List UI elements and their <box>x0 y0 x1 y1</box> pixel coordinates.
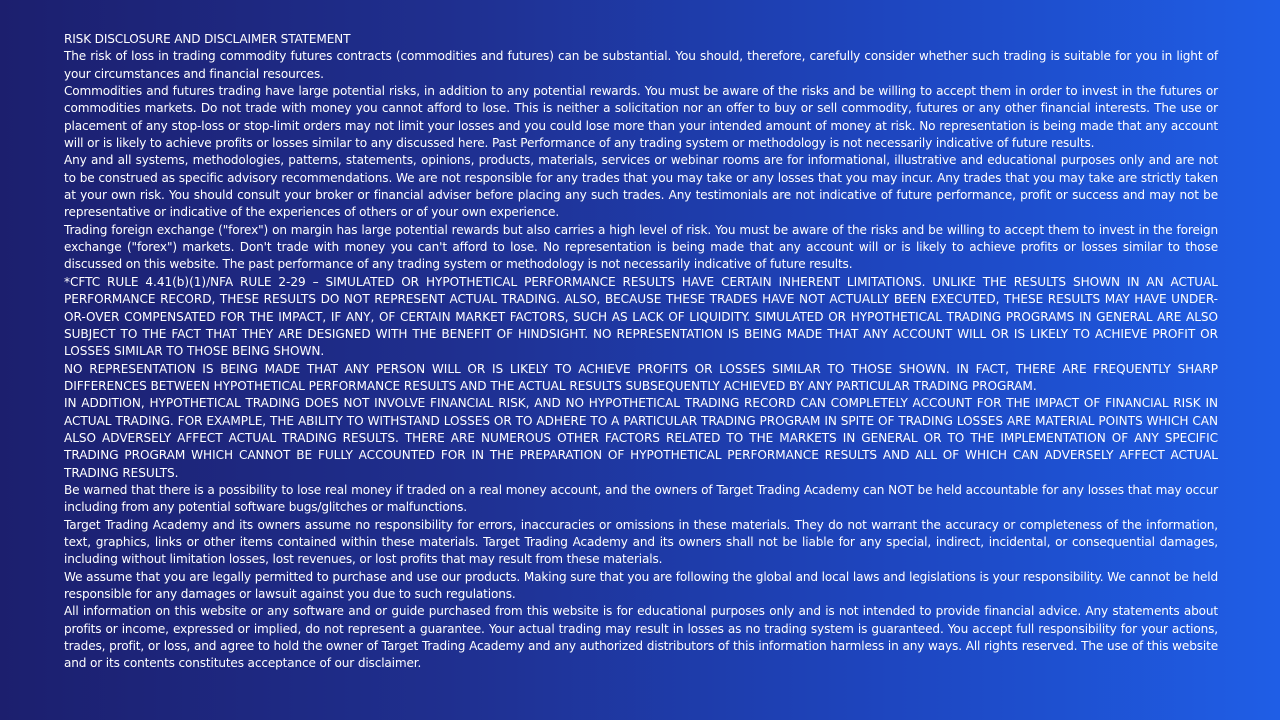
paragraph-real-money-warning: Be warned that there is a possibility to lose real money if traded on a real money account, and the owners of Target Trading Academy can NOT be held accountable for any losses that may occur including from any potential software bugs/glitches or malfunctions. <box>64 482 1218 515</box>
disclaimer-text-block <box>64 31 1218 673</box>
paragraph-not-financial-advice: All information on this website or any software and or guide purchased from this website is for educational purposes only and is not intended to provide financial advice. Any statements about profits or income, expressed or implied, do not represent a guarantee. Your actual trading may result in losses as no trading system is guaranteed. You accept full responsibility for your actions, trades, profit, or loss, and agree to hold the owner of Target Trading Academy and any authorized distributors of this information harmless in any ways. All rights reserved. The use of this website and or its contents constitutes acceptance of our disclaimer. <box>64 604 1218 671</box>
paragraph-educational-purposes: Any and all systems, methodologies, patterns, statements, opinions, products, materials, services or webinar rooms are for informational, illustrative and educational purposes only and are not to be construed as specific advisory recommendations. We are not responsible for any trades that you may take or any losses that you may incur. Any trades that you may take are strictly taken at your own risk. You should consult your broker or financial adviser before placing any such trades. Any testimonials are not indicative of future performance, profit or success and may not be representative or indicative of the experiences of others or of your own experience. <box>64 153 1218 220</box>
disclaimer-title: RISK DISCLOSURE AND DISCLAIMER STATEMENT <box>64 32 351 46</box>
paragraph-no-responsibility: Target Trading Academy and its owners assume no responsibility for errors, inaccuracies or omissions in these materials. They do not warrant the accuracy or completeness of the information, text, graphics, links or other items contained within these materials. Target Trading Academy and its owners shall not be liable for any special, indirect, incidental, or consequential damages, including without limitation losses, lost revenues, or lost profits that may result from these materials. <box>64 517 1218 567</box>
paragraph-forex-risk: Trading foreign exchange ("forex") on margin has large potential rewards but also carries a high level of risk. You must be aware of the risks and be willing to accept them to invest in the foreign exchange ("forex") markets. Don't trade with money you can't afford to lose. No representation is being made that any account will or is likely to achieve profits or losses similar to those discussed on this website. The past performance of any trading system or methodology is not necessarily indicative of future results. <box>64 222 1218 272</box>
paragraph-legal-permission: We assume that you are legally permitted to purchase and use our products. Making sure that you are following the global and local laws and legislations is your responsibility. We cannot be held responsible for any damages or lawsuit against you due to such regulations. <box>64 569 1218 601</box>
paragraph-cftc-rule: *CFTC RULE 4.41(b)(1)/NFA RULE 2-29 – SIMULATED OR HYPOTHETICAL PERFORMANCE RESULTS HAVE CERTAIN INHERENT LIMITATIONS. UNLIKE THE RESULTS SHOWN IN AN ACTUAL PERFORMANCE RECORD, THESE RESULTS DO NOT REPRESENT ACTUAL TRADING. ALSO, BECAUSE THESE TRADES HAVE NOT ACTUALLY BEEN EXECUTED, THESE RESULTS MAY HAVE UNDER-OR-OVER COMPENSATED FOR THE IMPACT, IF ANY, OF CERTAIN MARKET FACTORS, SUCH AS LACK OF LIQUIDITY. SIMULATED OR HYPOTHETICAL TRADING PROGRAMS IN GENERAL ARE ALSO SUBJECT TO THE FACT THAT THEY ARE DESIGNED WITH THE BENEFIT OF HINDSIGHT. NO REPRESENTATION IS BEING MADE THAT ANY ACCOUNT WILL OR IS LIKELY TO ACHIEVE PROFIT OR LOSSES SIMILAR TO THOSE BEING SHOWN. <box>64 274 1218 359</box>
paragraph-no-representation: NO REPRESENTATION IS BEING MADE THAT ANY PERSON WILL OR IS LIKELY TO ACHIEVE PROFITS OR LOSSES SIMILAR TO THOSE SHOWN. IN FACT, THERE ARE FREQUENTLY SHARP DIFFERENCES BETWEEN HYPOTHETICAL PERFORMANCE RESULTS AND THE ACTUAL RESULTS SUBSEQUENTLY ACHIEVED BY ANY PARTICULAR TRADING PROGRAM. <box>64 361 1218 393</box>
paragraph-commodity-risk: The risk of loss in trading commodity futures contracts (commodities and futures) can be substantial. You should, therefore, carefully consider whether such trading is suitable for you in light of your circumstances and financial resources. <box>64 49 1218 81</box>
paragraph-futures-risk: Commodities and futures trading have large potential risks, in addition to any potential rewards. You must be aware of the risks and be willing to accept them in order to invest in the futures or commodities markets. Do not trade with money you cannot afford to lose. This is neither a solicitation nor an offer to buy or sell commodity, futures or any other financial interests. The use or placement of any stop-loss or stop-limit orders may not limit your losses and you could lose more than your intended amount of money at risk. No representation is being made that any account will or is likely to achieve profits or losses similar to any discussed here. Past Performance of any trading system or methodology is not necessarily indicative of future results. <box>64 84 1218 151</box>
paragraph-hypothetical-trading: IN ADDITION, HYPOTHETICAL TRADING DOES NOT INVOLVE FINANCIAL RISK, AND NO HYPOTHETICAL TRADING RECORD CAN COMPLETELY ACCOUNT FOR THE IMPACT OF FINANCIAL RISK IN ACTUAL TRADING. FOR EXAMPLE, THE ABILITY TO WITHSTAND LOSSES OR TO ADHERE TO A PARTICULAR TRADING PROGRAM IN SPITE OF TRADING LOSSES ARE MATERIAL POINTS WHICH CAN ALSO ADVERSELY AFFECT ACTUAL TRADING RESULTS. THERE ARE NUMEROUS OTHER FACTORS RELATED TO THE MARKETS IN GENERAL OR TO THE IMPLEMENTATION OF ANY SPECIFIC TRADING PROGRAM WHICH CANNOT BE FULLY ACCOUNTED FOR IN THE PREPARATION OF HYPOTHETICAL PERFORMANCE RESULTS AND ALL OF WHICH CAN ADVERSELY AFFECT ACTUAL TRADING RESULTS. <box>64 396 1218 480</box>
